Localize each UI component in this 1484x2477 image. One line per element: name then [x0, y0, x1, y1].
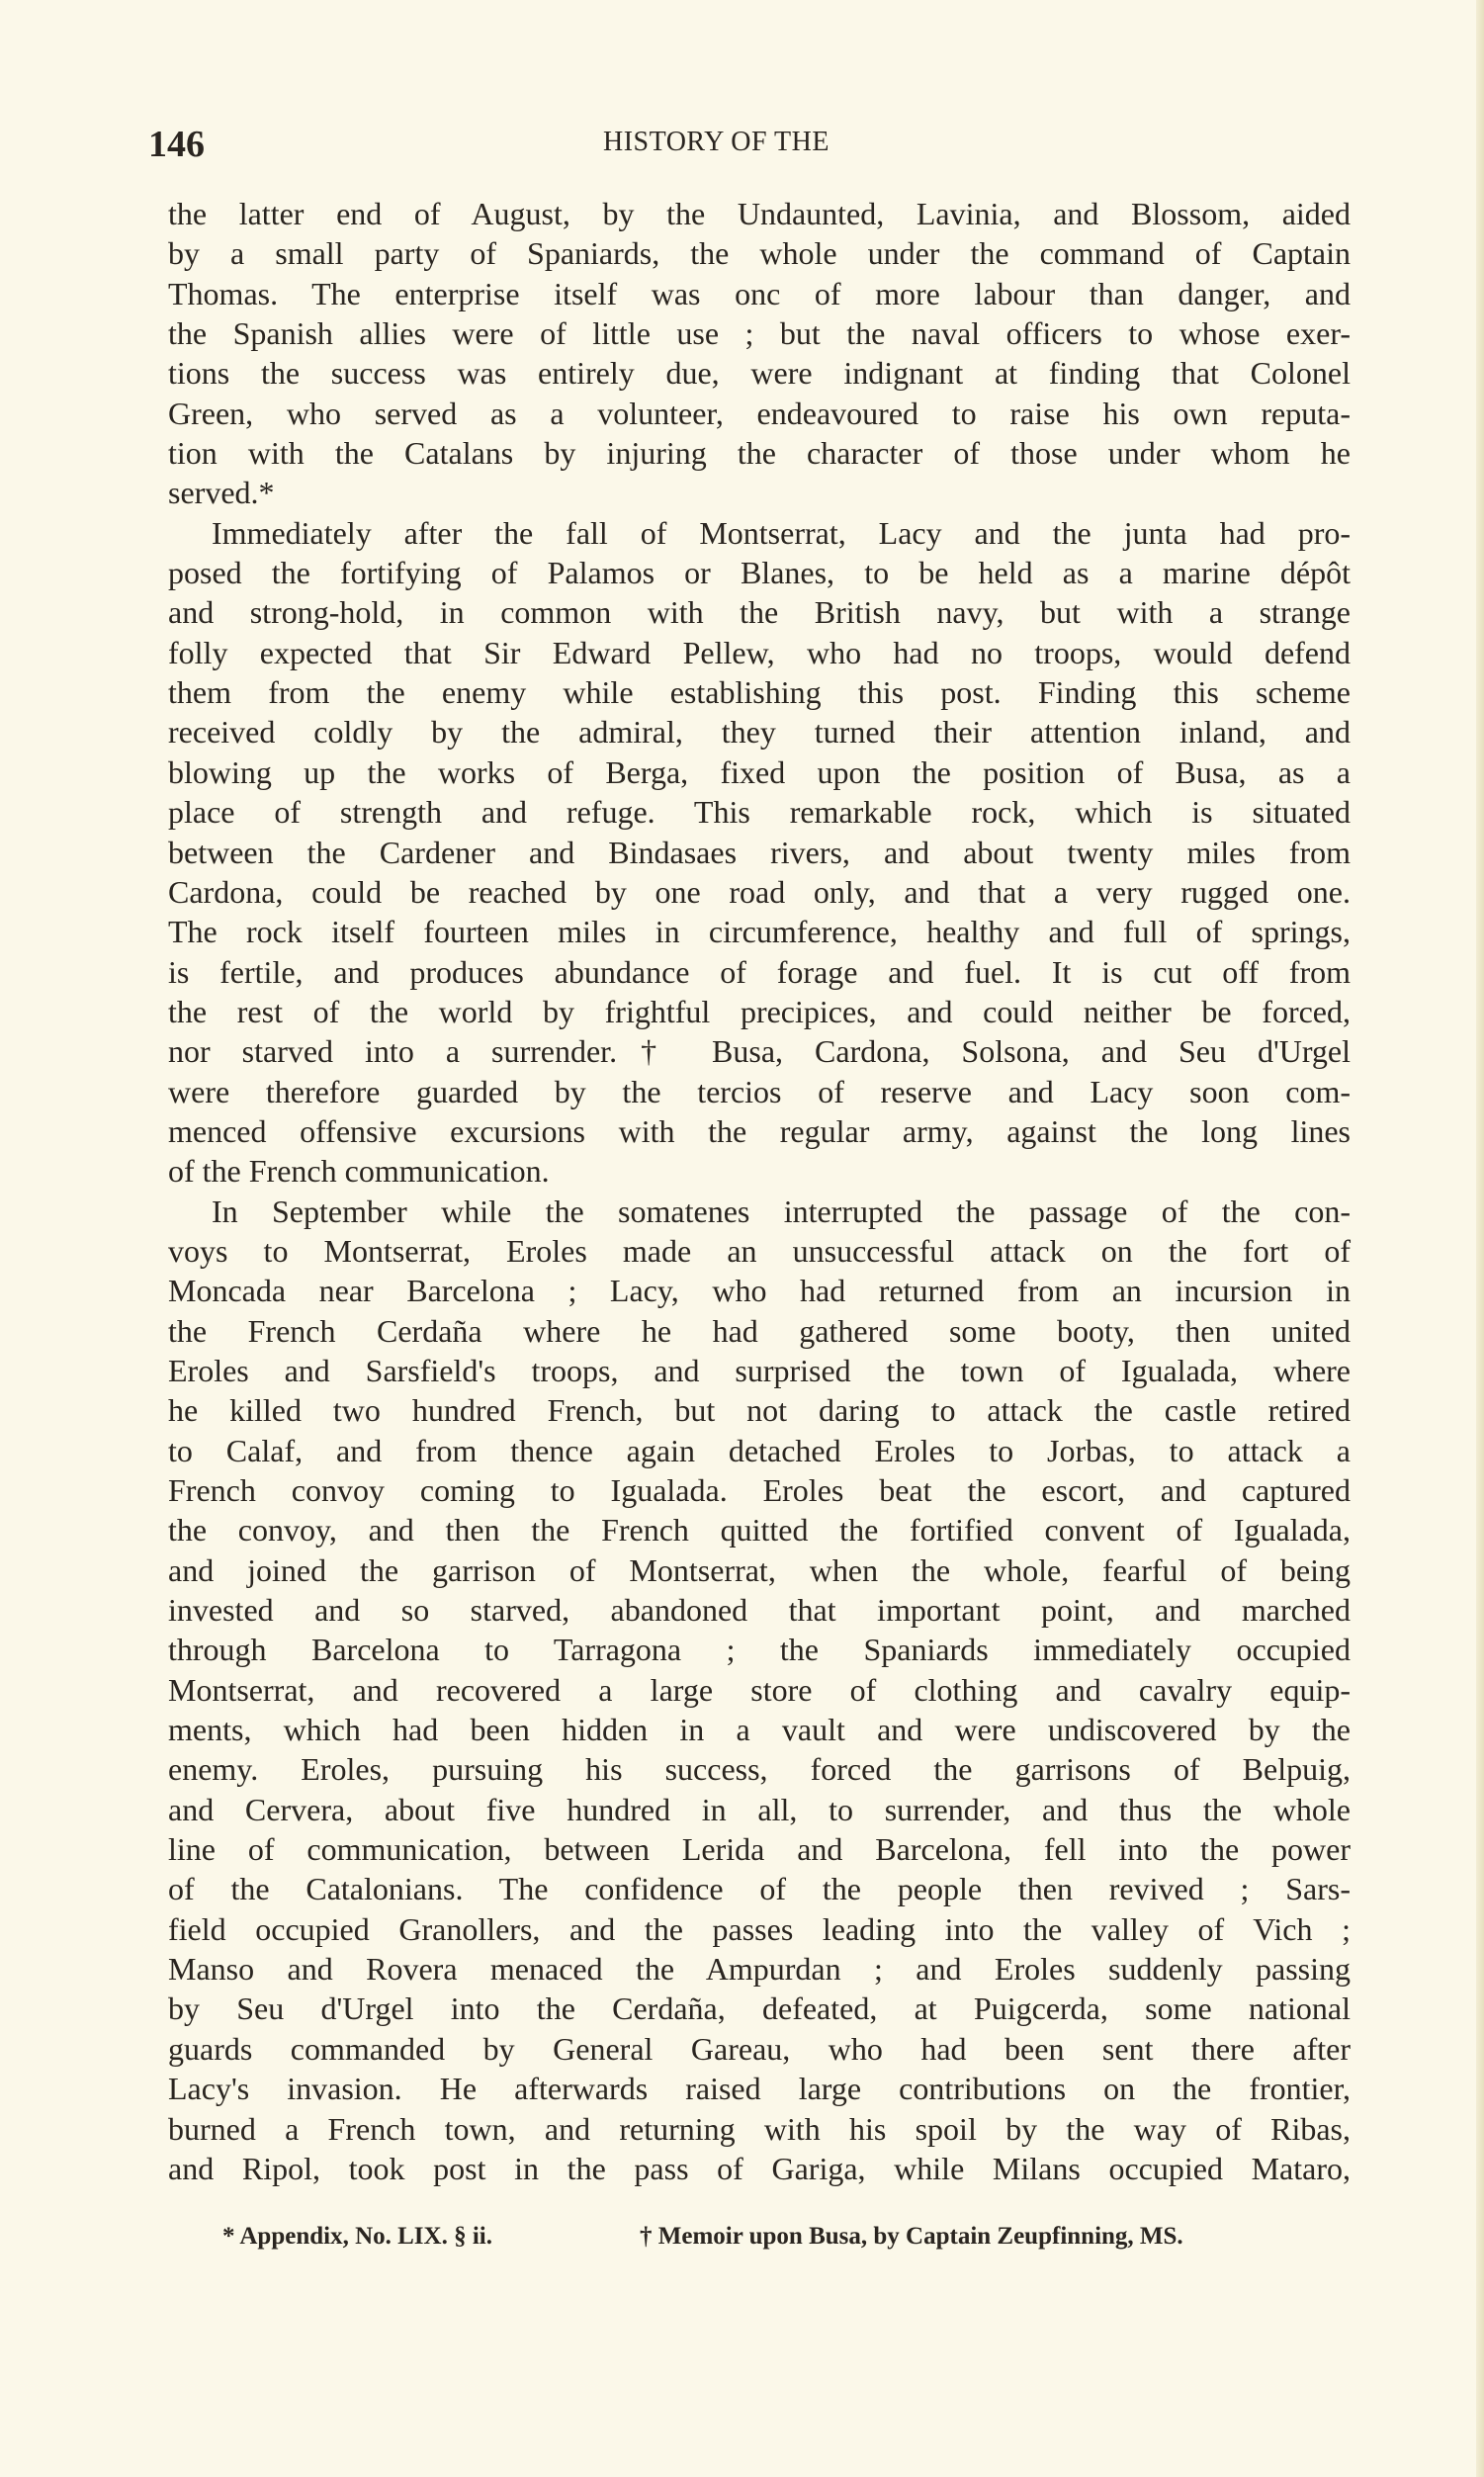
body-text [168, 194, 1351, 2188]
text-line: The rock itself fourteen miles in circumference, healthy and full of springs, [168, 914, 1351, 950]
text-line: line of communication, between Lerida and Barcelona, fell into the power [168, 1831, 1351, 1868]
text-line: posed the fortifying of Palamos or Blanes, to be held as a marine dépôt [168, 555, 1351, 591]
text-line: voys to Montserrat, Eroles made an unsuccessful attack on the fort of [168, 1232, 1351, 1269]
text-line: to Calaf, and from thence again detached Eroles to Jorbas, to attack a [168, 1432, 1351, 1468]
text-line: enemy. Eroles, pursuing his success, forced the garrisons of Belpuig, [168, 1751, 1351, 1788]
text-line: and joined the garrison of Montserrat, when the whole, fearful of being [168, 1551, 1351, 1588]
text-line: were therefore guarded by the tercios of reserve and Lacy soon com- [168, 1073, 1351, 1109]
text-line: burned a French town, and returning with his spoil by the way of Ribas, [168, 2110, 1351, 2147]
paragraph [168, 513, 1351, 1192]
text-line: In September while the somatenes interrupted the passage of the con- [212, 1193, 1351, 1229]
text-line: menced offensive excursions with the regular army, against the long lines [168, 1112, 1351, 1149]
running-head: HISTORY OF THE [603, 127, 829, 157]
text-line: blowing up the works of Berga, fixed upon the position of Busa, as a [168, 753, 1351, 790]
text-line: nor starved into a surrender.† Busa, Cardona, Solsona, and Seu d'Urgel [168, 1033, 1351, 1070]
page-edge [1476, 0, 1484, 2477]
text-line: Cardona, could be reached by one road only, and that a very rugged one. [168, 873, 1351, 910]
text-line: Manso and Rovera menaced the Ampurdan ; and Eroles suddenly passing [168, 1951, 1351, 1988]
text-line: Green, who served as a volunteer, endeavoured to raise his own reputa- [168, 395, 1351, 431]
text-line: place of strength and refuge. This remarkable rock, which is situated [168, 794, 1351, 831]
text-line: by a small party of Spaniards, the whole under the command of Captain [168, 235, 1351, 272]
paragraph [168, 1192, 1351, 2189]
text-line: Immediately after the fall of Montserrat, Lacy and the junta had pro- [212, 514, 1351, 551]
page-number: 146 [148, 124, 205, 165]
text-line: he killed two hundred French, but not daring to attack the castle retired [168, 1392, 1351, 1429]
footnote-2: † Memoir upon Busa, by Captain Zeupfinning, MS. [640, 2223, 1183, 2250]
text-line: the French Cerdaña where he had gathered some booty, then united [168, 1312, 1351, 1349]
text-line: of the French communication. [168, 1153, 550, 1190]
text-line: and Ripol, took post in the pass of Gariga, while Milans occupied Mataro, [168, 2150, 1351, 2186]
text-line: Montserrat, and recovered a large store of clothing and cavalry equip- [168, 1671, 1351, 1708]
text-line: ments, which had been hidden in a vault and were undiscovered by the [168, 1712, 1351, 1748]
text-line: between the Cardener and Bindasaes rivers, and about twenty miles from [168, 834, 1351, 870]
text-line: tions the success was entirely due, were indignant at finding that Colonel [168, 355, 1351, 392]
footnote-1: * Appendix, No. LIX. § ii. [222, 2223, 492, 2250]
text-line: Moncada near Barcelona ; Lacy, who had returned from an incursion in [168, 1273, 1351, 1309]
text-line: the Spanish allies were of little use ; but the naval officers to whose exer- [168, 315, 1351, 352]
text-line: and Cervera, about five hundred in all, to surrender, and thus the whole [168, 1791, 1351, 1827]
text-line: French convoy coming to Igualada. Eroles beat the escort, and captured [168, 1472, 1351, 1508]
text-line: guards commanded by General Gareau, who had been sent there after [168, 2030, 1351, 2067]
text-line: is fertile, and produces abundance of forage and fuel. It is cut off from [168, 953, 1351, 990]
text-line: field occupied Granollers, and the passes leading into the valley of Vich ; [168, 1910, 1351, 1947]
text-line: invested and so starved, abandoned that important point, and marched [168, 1592, 1351, 1629]
text-line: tion with the Catalans by injuring the character of those under whom he [168, 435, 1351, 472]
text-line: Lacy's invasion. He afterwards raised large contributions on the frontier, [168, 2071, 1351, 2107]
text-line: and strong-hold, in common with the British navy, but with a strange [168, 594, 1351, 631]
text-line: the rest of the world by frightful precipices, and could neither be forced, [168, 993, 1351, 1029]
text-line: of the Catalonians. The confidence of the people then revived ; Sars- [168, 1871, 1351, 1907]
text-line: the convoy, and then the French quitted the fortified convent of Igualada, [168, 1512, 1351, 1548]
text-line: them from the enemy while establishing this post. Finding this scheme [168, 674, 1351, 711]
text-line: folly expected that Sir Edward Pellew, who had no troops, would defend [168, 634, 1351, 670]
paragraph [168, 194, 1351, 513]
text-line: Thomas. The enterprise itself was onc of more labour than danger, and [168, 275, 1351, 311]
text-line: by Seu d'Urgel into the Cerdaña, defeated, at Puigcerda, some national [168, 1990, 1351, 2027]
text-line: received coldly by the admiral, they turned their attention inland, and [168, 714, 1351, 751]
text-line: Eroles and Sarsfield's troops, and surprised the town of Igualada, where [168, 1352, 1351, 1388]
text-line: through Barcelona to Tarragona ; the Spaniards immediately occupied [168, 1632, 1351, 1668]
text-line: the latter end of August, by the Undaunted, Lavinia, and Blossom, aided [168, 196, 1351, 231]
text-line: served.* [168, 475, 275, 511]
